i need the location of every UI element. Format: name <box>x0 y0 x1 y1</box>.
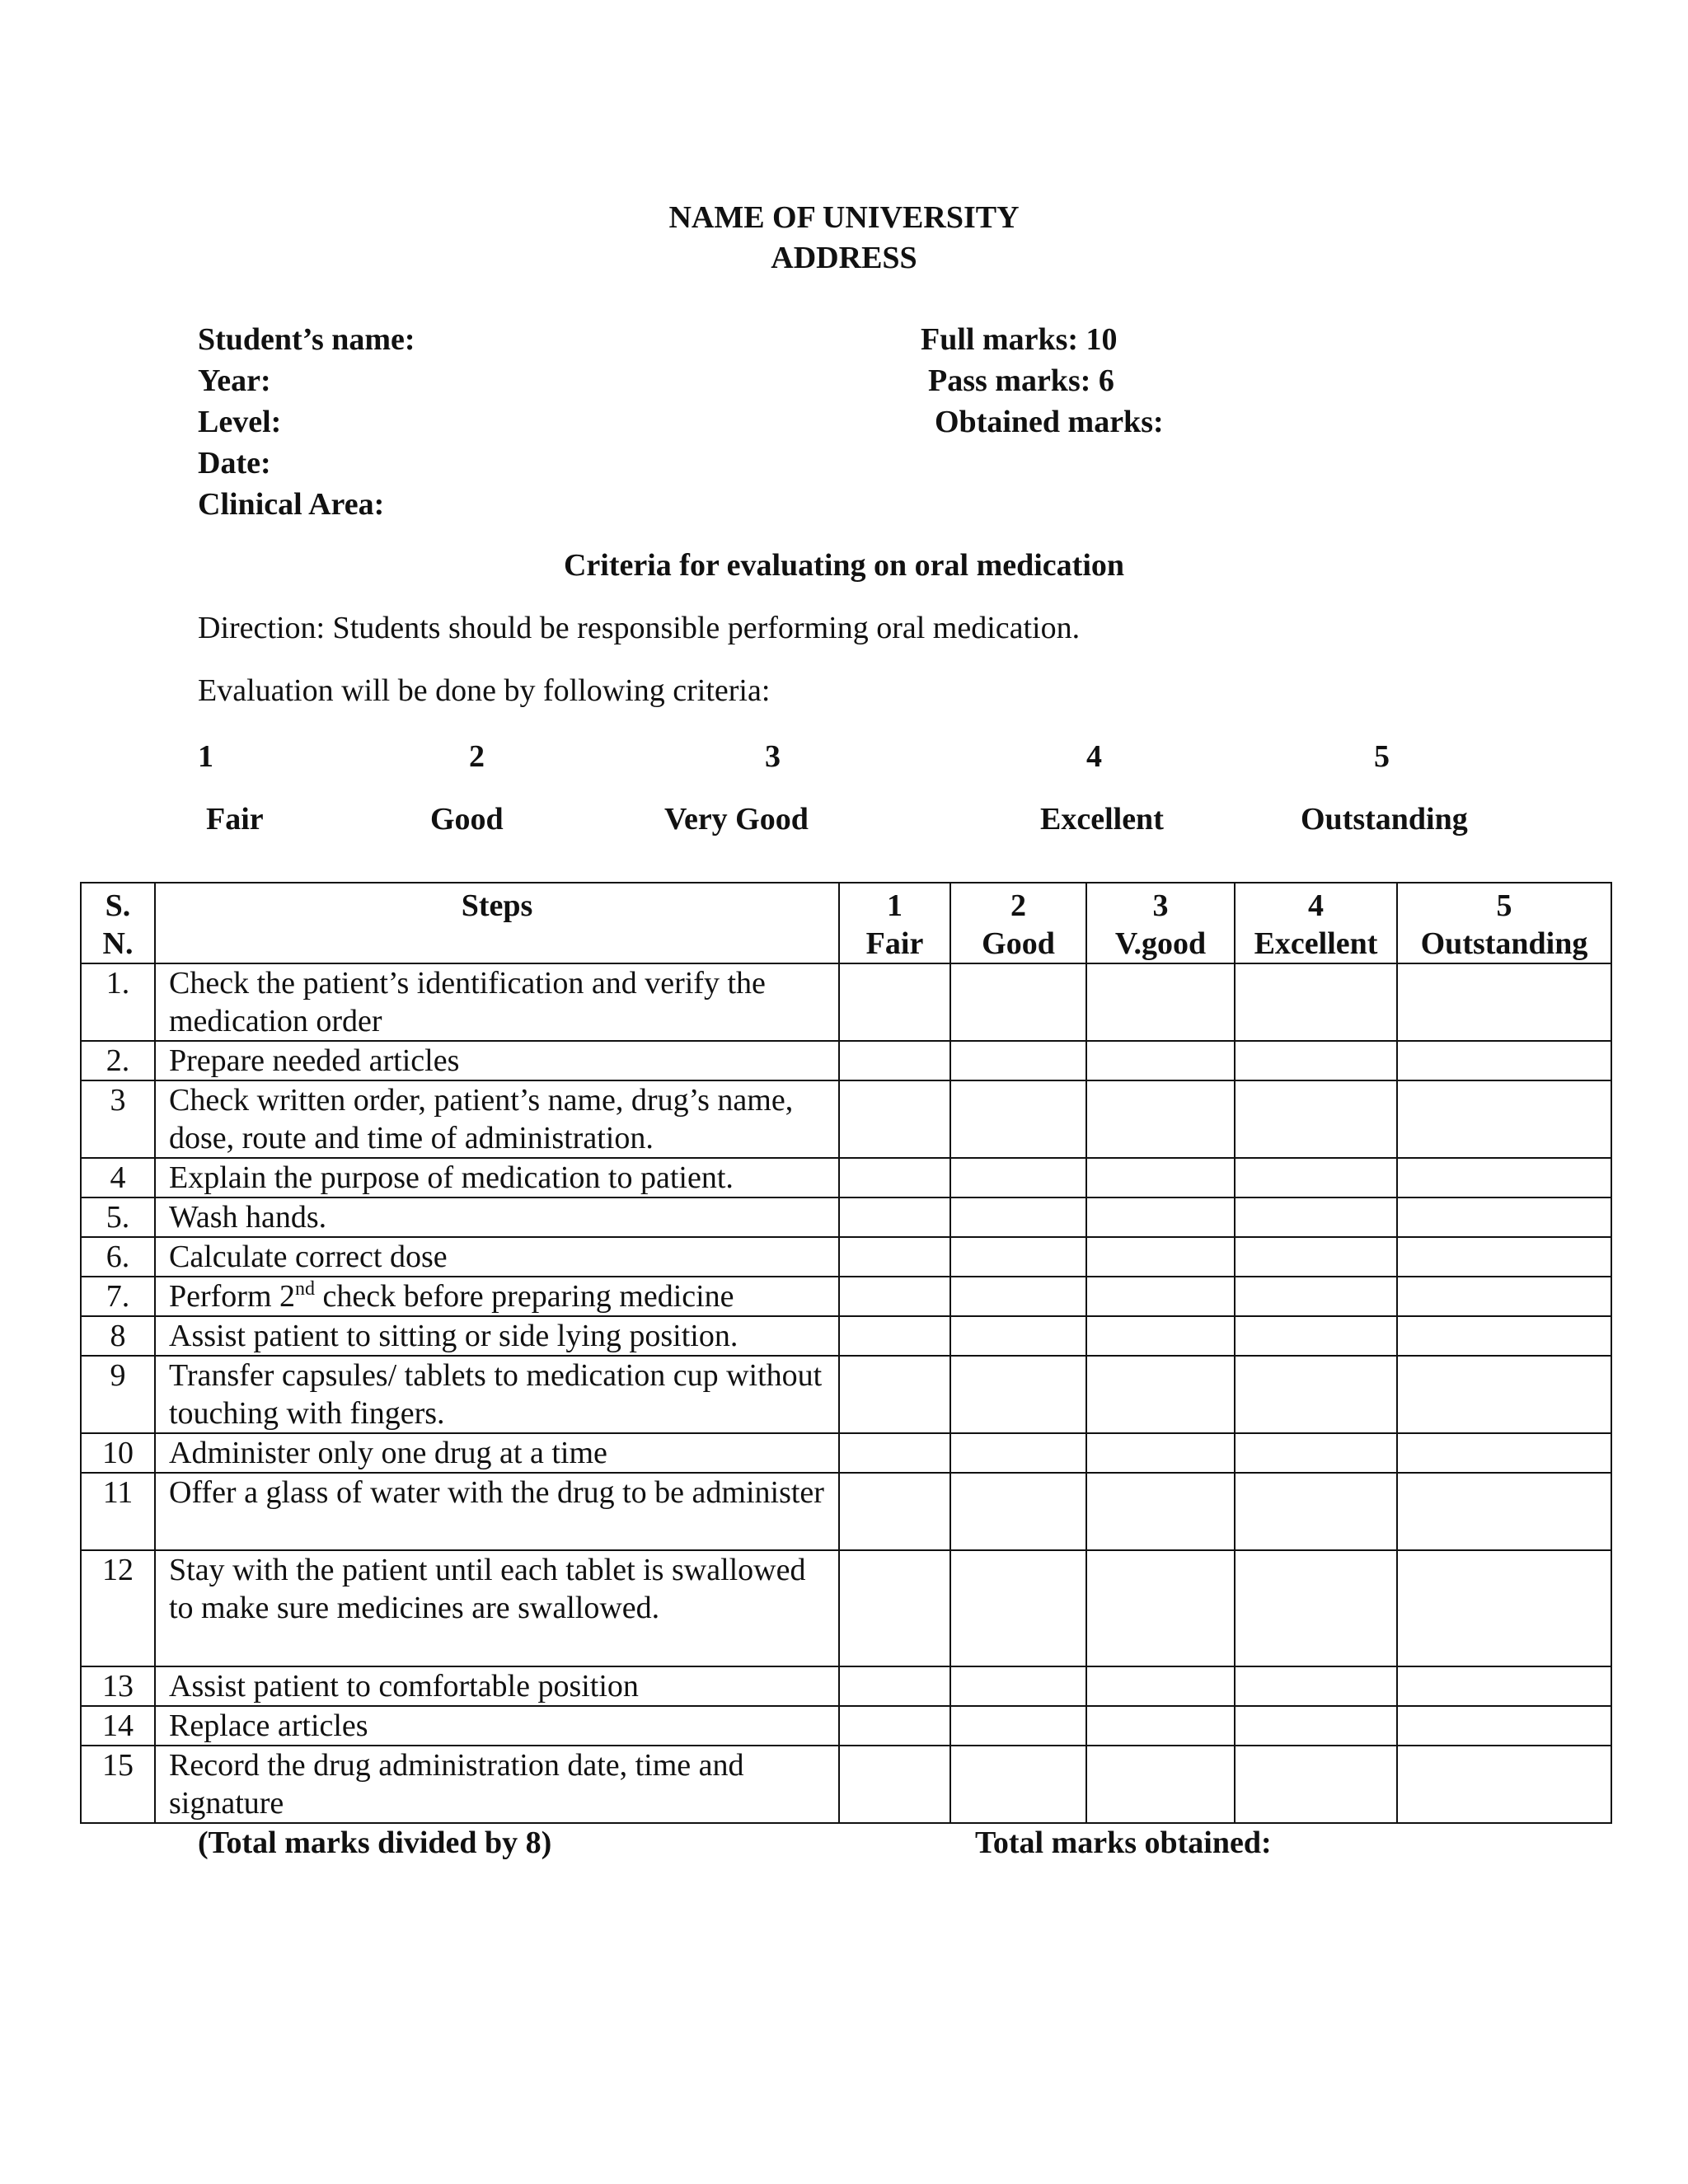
rating-cell-good[interactable] <box>950 1706 1086 1746</box>
scale-number-4: 4 <box>1086 739 1102 774</box>
scale-label-very-good: Very Good <box>664 802 809 837</box>
table-row <box>81 1706 1611 1746</box>
rating-cell-vgood[interactable] <box>1086 1277 1235 1316</box>
rating-cell-fair[interactable] <box>839 1746 950 1823</box>
rating-cell-outstanding[interactable] <box>1397 963 1611 1041</box>
row-step: Stay with the patient until each tablet is swallowed to make sure medicines are swallowed. <box>155 1550 839 1666</box>
rating-cell-outstanding[interactable] <box>1397 1316 1611 1356</box>
rating-cell-fair[interactable] <box>839 1550 950 1666</box>
header-excellent-label: Excellent <box>1254 926 1378 961</box>
scale-number-3: 3 <box>765 739 781 774</box>
year-label: Year: <box>198 363 271 398</box>
pass-marks: Pass marks: 6 <box>928 363 1114 398</box>
row-step: Wash hands. <box>155 1197 839 1237</box>
table-row <box>81 1237 1611 1277</box>
row-step: Check the patient’s identification and verify the medication order <box>155 963 839 1041</box>
rating-cell-vgood[interactable] <box>1086 1158 1235 1197</box>
header-vgood <box>1086 883 1235 963</box>
header-sn-line1: S. <box>105 888 131 923</box>
rating-cell-excellent[interactable] <box>1235 1197 1397 1237</box>
ordinal-suffix: nd <box>295 1278 316 1300</box>
table-header-row <box>81 883 1611 963</box>
row-number: 6. <box>81 1237 155 1277</box>
rating-cell-vgood[interactable] <box>1086 1316 1235 1356</box>
clinical-area-label: Clinical Area: <box>198 487 385 522</box>
direction-text: Direction: Students should be responsible performing oral medication. <box>198 611 1081 645</box>
rating-cell-good[interactable] <box>950 1746 1086 1823</box>
scale-number-2: 2 <box>469 739 485 774</box>
total-divided-note: (Total marks divided by 8) <box>198 1825 552 1860</box>
rating-cell-vgood[interactable] <box>1086 1356 1235 1433</box>
table-row <box>81 1041 1611 1080</box>
rating-cell-good[interactable] <box>950 1356 1086 1433</box>
row-number: 12 <box>81 1550 155 1666</box>
rating-cell-vgood[interactable] <box>1086 1433 1235 1473</box>
rating-cell-outstanding[interactable] <box>1397 1197 1611 1237</box>
header-outstanding-number: 5 <box>1496 888 1512 923</box>
header-fair-number: 1 <box>887 888 903 923</box>
rating-cell-excellent[interactable] <box>1235 1277 1397 1316</box>
header-steps <box>155 883 839 963</box>
rating-cell-outstanding[interactable] <box>1397 1237 1611 1277</box>
evaluation-table <box>80 882 1612 1824</box>
rating-cell-vgood[interactable] <box>1086 963 1235 1041</box>
table-row <box>81 1550 1611 1666</box>
rating-cell-outstanding[interactable] <box>1397 1746 1611 1823</box>
header-sn-line2: N. <box>102 926 134 961</box>
rating-cell-vgood[interactable] <box>1086 1041 1235 1080</box>
row-number: 2. <box>81 1041 155 1080</box>
rating-cell-excellent[interactable] <box>1235 1550 1397 1666</box>
table-row <box>81 1277 1611 1316</box>
rating-cell-vgood[interactable] <box>1086 1237 1235 1277</box>
rating-cell-outstanding[interactable] <box>1397 1666 1611 1706</box>
rating-cell-excellent[interactable] <box>1235 1080 1397 1158</box>
rating-cell-excellent[interactable] <box>1235 1158 1397 1197</box>
rating-cell-outstanding[interactable] <box>1397 1433 1611 1473</box>
scale-number-5: 5 <box>1374 739 1390 774</box>
rating-cell-vgood[interactable] <box>1086 1706 1235 1746</box>
rating-cell-good[interactable] <box>950 1277 1086 1316</box>
rating-cell-good[interactable] <box>950 1433 1086 1473</box>
rating-cell-fair[interactable] <box>839 1237 950 1277</box>
row-step: Calculate correct dose <box>155 1237 839 1277</box>
table-row <box>81 1158 1611 1197</box>
table-row <box>81 963 1611 1041</box>
row-number: 10 <box>81 1433 155 1473</box>
rating-cell-fair[interactable] <box>839 1197 950 1237</box>
header-good-label: Good <box>982 926 1055 961</box>
row-step: Replace articles <box>155 1706 839 1746</box>
header-outstanding-label: Outstanding <box>1420 926 1588 961</box>
row-number: 11 <box>81 1473 155 1550</box>
header-sn <box>81 883 155 963</box>
header-good-number: 2 <box>1010 888 1026 923</box>
header-steps-label: Steps <box>461 888 533 923</box>
rating-cell-vgood[interactable] <box>1086 1746 1235 1823</box>
rating-cell-outstanding[interactable] <box>1397 1473 1611 1550</box>
rating-cell-good[interactable] <box>950 963 1086 1041</box>
header-vgood-label: V.good <box>1114 926 1207 961</box>
table-row <box>81 1666 1611 1706</box>
table-row <box>81 1356 1611 1433</box>
row-step: Administer only one drug at a time <box>155 1433 839 1473</box>
rating-cell-fair[interactable] <box>839 1433 950 1473</box>
rating-cell-vgood[interactable] <box>1086 1080 1235 1158</box>
row-step: Transfer capsules/ tablets to medication cup without touching with fingers. <box>155 1356 839 1433</box>
row-number: 3 <box>81 1080 155 1158</box>
rating-cell-outstanding[interactable] <box>1397 1356 1611 1433</box>
header-good <box>950 883 1086 963</box>
header-outstanding <box>1397 883 1611 963</box>
rating-cell-outstanding[interactable] <box>1397 1041 1611 1080</box>
header-excellent-number: 4 <box>1308 888 1324 923</box>
table-row <box>81 1197 1611 1237</box>
obtained-marks: Obtained marks: <box>935 405 1164 439</box>
scale-label-fair: Fair <box>206 802 264 837</box>
rating-cell-excellent[interactable] <box>1235 1473 1397 1550</box>
row-step: Check written order, patient’s name, drug’s name, dose, route and time of administration. <box>155 1080 839 1158</box>
table-row <box>81 1080 1611 1158</box>
rating-cell-fair[interactable] <box>839 1356 950 1433</box>
rating-cell-good[interactable] <box>950 1158 1086 1197</box>
university-name: NAME OF UNIVERSITY <box>668 200 1020 235</box>
university-address: ADDRESS <box>771 241 917 275</box>
rating-cell-excellent[interactable] <box>1235 1041 1397 1080</box>
table-row <box>81 1316 1611 1356</box>
rating-cell-vgood[interactable] <box>1086 1666 1235 1706</box>
full-marks: Full marks: 10 <box>921 322 1118 357</box>
rating-cell-excellent[interactable] <box>1235 1746 1397 1823</box>
rating-cell-fair[interactable] <box>839 1041 950 1080</box>
row-number: 13 <box>81 1666 155 1706</box>
total-obtained-label: Total marks obtained: <box>975 1825 1272 1860</box>
header-fair <box>839 883 950 963</box>
row-number: 4 <box>81 1158 155 1197</box>
rating-cell-outstanding[interactable] <box>1397 1277 1611 1316</box>
row-step: Assist patient to comfortable position <box>155 1666 839 1706</box>
rating-cell-fair[interactable] <box>839 1473 950 1550</box>
rating-cell-vgood[interactable] <box>1086 1473 1235 1550</box>
row-number: 9 <box>81 1356 155 1433</box>
rating-cell-fair[interactable] <box>839 1277 950 1316</box>
row-step: Offer a glass of water with the drug to be administer <box>155 1473 839 1550</box>
row-step <box>155 1277 839 1316</box>
level-label: Level: <box>198 405 282 439</box>
rating-cell-excellent[interactable] <box>1235 1666 1397 1706</box>
row-step: Record the drug administration date, time and signature <box>155 1746 839 1823</box>
rating-cell-outstanding[interactable] <box>1397 1158 1611 1197</box>
rating-cell-good[interactable] <box>950 1080 1086 1158</box>
row-step: Explain the purpose of medication to patient. <box>155 1158 839 1197</box>
rating-cell-excellent[interactable] <box>1235 1433 1397 1473</box>
criteria-title: Criteria for evaluating on oral medication <box>563 548 1125 583</box>
row-number: 14 <box>81 1706 155 1746</box>
rating-cell-outstanding[interactable] <box>1397 1706 1611 1746</box>
row-number: 5. <box>81 1197 155 1237</box>
rating-cell-excellent[interactable] <box>1235 1706 1397 1746</box>
rating-cell-vgood[interactable] <box>1086 1197 1235 1237</box>
evaluation-note: Evaluation will be done by following criteria: <box>198 673 771 708</box>
row-step: Assist patient to sitting or side lying position. <box>155 1316 839 1356</box>
rating-cell-excellent[interactable] <box>1235 1316 1397 1356</box>
row-number: 8 <box>81 1316 155 1356</box>
date-label: Date: <box>198 446 271 480</box>
header-vgood-number: 3 <box>1152 888 1169 923</box>
row-number: 7. <box>81 1277 155 1316</box>
rating-cell-good[interactable] <box>950 1666 1086 1706</box>
rating-cell-fair[interactable] <box>839 963 950 1041</box>
student-name-label: Student’s name: <box>198 322 415 357</box>
row-step-text: Perform 2 <box>169 1279 296 1314</box>
rating-cell-fair[interactable] <box>839 1080 950 1158</box>
rating-cell-good[interactable] <box>950 1473 1086 1550</box>
rating-cell-fair[interactable] <box>839 1666 950 1706</box>
rating-cell-outstanding[interactable] <box>1397 1550 1611 1666</box>
rating-cell-excellent[interactable] <box>1235 1237 1397 1277</box>
rating-cell-good[interactable] <box>950 1550 1086 1666</box>
table-row <box>81 1473 1611 1550</box>
scale-label-good: Good <box>430 802 504 837</box>
row-number: 1. <box>81 963 155 1041</box>
table-row <box>81 1746 1611 1823</box>
scale-label-outstanding: Outstanding <box>1301 802 1468 837</box>
header-excellent <box>1235 883 1397 963</box>
rating-cell-excellent[interactable] <box>1235 1356 1397 1433</box>
rating-cell-fair[interactable] <box>839 1316 950 1356</box>
rating-cell-good[interactable] <box>950 1041 1086 1080</box>
rating-cell-vgood[interactable] <box>1086 1550 1235 1666</box>
rating-cell-good[interactable] <box>950 1316 1086 1356</box>
rating-cell-excellent[interactable] <box>1235 963 1397 1041</box>
scale-label-excellent: Excellent <box>1040 802 1164 837</box>
row-number: 15 <box>81 1746 155 1823</box>
rating-cell-good[interactable] <box>950 1237 1086 1277</box>
rating-cell-outstanding[interactable] <box>1397 1080 1611 1158</box>
rating-cell-good[interactable] <box>950 1197 1086 1237</box>
header-fair-label: Fair <box>865 926 924 961</box>
rating-cell-fair[interactable] <box>839 1158 950 1197</box>
row-step-text-continued: check before preparing medicine <box>315 1279 734 1314</box>
rating-cell-fair[interactable] <box>839 1706 950 1746</box>
table-row <box>81 1433 1611 1473</box>
row-step: Prepare needed articles <box>155 1041 839 1080</box>
scale-number-1: 1 <box>198 739 213 774</box>
